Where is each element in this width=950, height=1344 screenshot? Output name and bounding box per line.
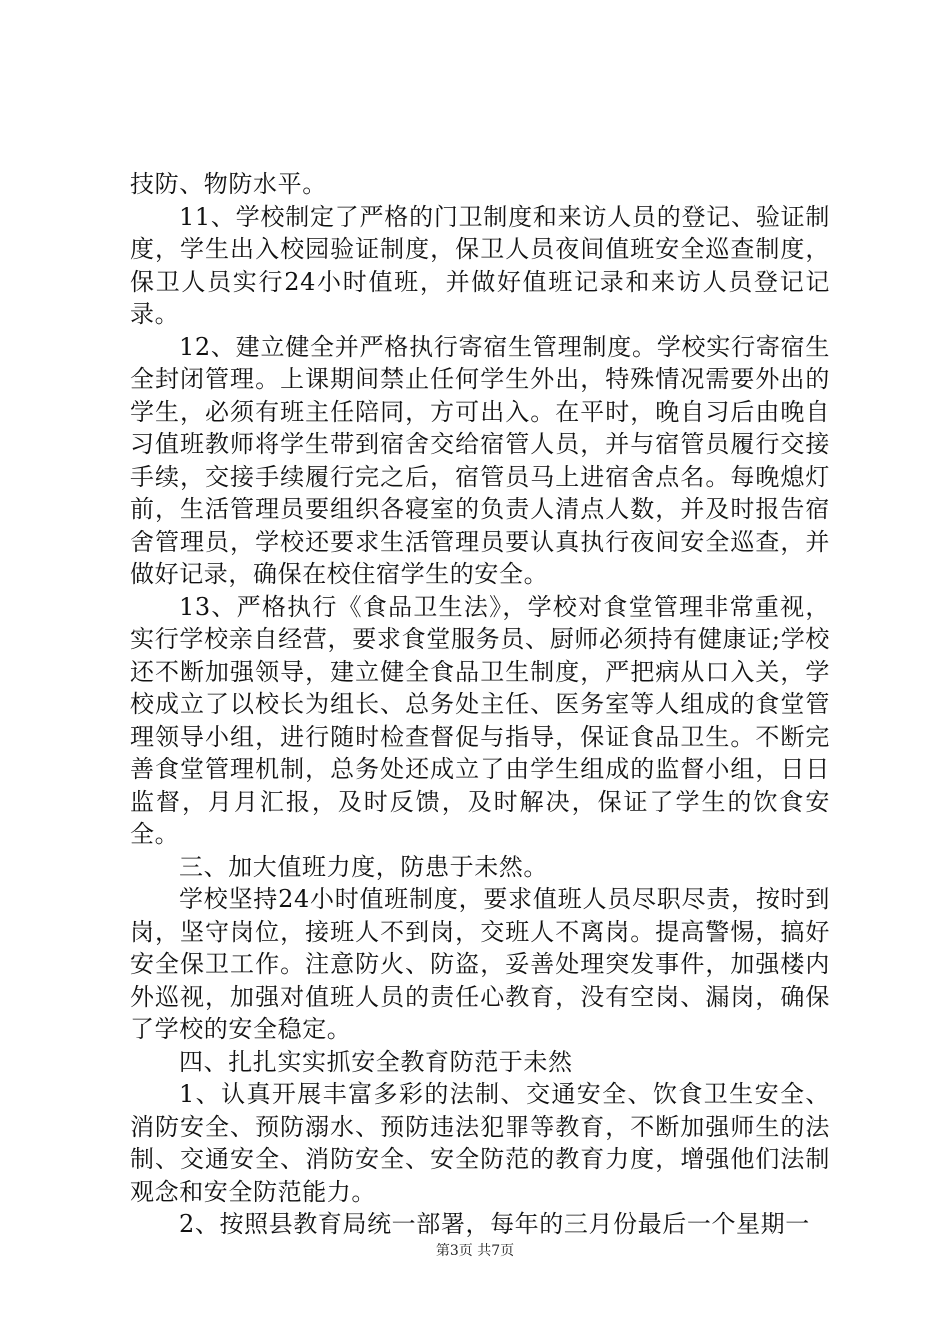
paragraph-item-1: 1、认真开展丰富多彩的法制、交通安全、饮食卫生安全、消防安全、预防溺水、预防违法犯罪等教育，不断加强师生的法制、交通安全、消防安全、安全防范的教育力度，增强他们法制观念和安全防范能力。 <box>130 1080 830 1206</box>
paragraph-duty-system: 学校坚持24小时值班制度，要求值班人员尽职尽责，按时到岗，坚守岗位，接班人不到岗，交班人不离岗。提高警惕，搞好安全保卫工作。注意防火、防盗，妥善处理突发事件，加强楼内外巡视，加强对值班人员的责任心教育，没有空岗、漏岗，确保了学校的安全稳定。 <box>130 885 830 1043</box>
paragraph-item-13: 13、严格执行《食品卫生法》，学校对食堂管理非常重视，实行学校亲自经营，要求食堂服务员、厨师必须持有健康证;学校还不断加强领导，建立健全食品卫生制度，严把病从口入关，学校成立了以校长为组长、总务处主任、医务室等人组成的食堂管理领导小组，进行随时检查督促与指导，保证食品卫生。不断完善食堂管理机制，总务处还成立了由学生组成的监督小组，日日监督，月月汇报，及时反馈，及时解决，保证了学生的饮食安全。 <box>130 592 830 848</box>
paragraph-item-11: 11、学校制定了严格的门卫制度和来访人员的登记、验证制度，学生出入校园验证制度，保卫人员夜间值班安全巡查制度，保卫人员实行24小时值班，并做好值班记录和来访人员登记记录。 <box>130 202 830 328</box>
paragraph-continuation: 技防、物防水平。 <box>130 170 327 198</box>
section-heading-4: 四、扎扎实实抓安全教育防范于未然 <box>179 1047 573 1076</box>
page-number-footer: 第3页 共7页 <box>435 1243 515 1259</box>
section-heading-3: 三、加大值班力度，防患于未然。 <box>179 852 548 881</box>
paragraph-item-12: 12、建立健全并严格执行寄宿生管理制度。学校实行寄宿生全封闭管理。上课期间禁止任何学生外出，特殊情况需要外出的学生，必须有班主任陪同，方可出入。在平时，晚自习后由晚自习值班教师将学生带到宿舍交给宿管人员，并与宿管员履行交接手续，交接手续履行完之后，宿管员马上进宿舍点名。每晚熄灯前，生活管理员要组织各寝室的负责人清点人数，并及时报告宿舍管理员，学校还要求生活管理员要认真执行夜间安全巡查，并做好记录，确保在校住宿学生的安全。 <box>130 332 830 588</box>
paragraph-item-2: 2、按照县教育局统一部署，每年的三月份最后一个星期一 <box>179 1210 810 1238</box>
document-body <box>130 168 830 1241</box>
